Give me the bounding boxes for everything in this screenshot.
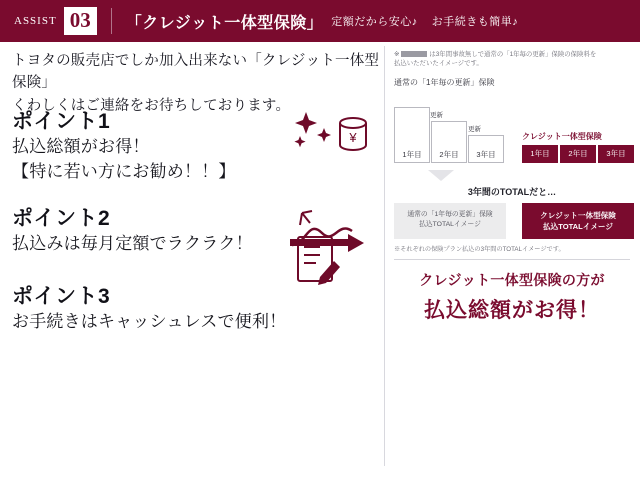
- point-title-1: ポイント1: [12, 110, 111, 133]
- total-credit-box: [522, 203, 634, 240]
- points-list: [12, 108, 384, 348]
- horizontal-divider: [394, 259, 630, 260]
- coin-sparkle-icon: [286, 106, 376, 168]
- point-item-3: [12, 283, 384, 335]
- normal-bar-1-label: 1年目: [402, 150, 422, 160]
- header-subtitle: 定額だから安心♪: [331, 16, 418, 28]
- document-pen-icon: [276, 231, 366, 293]
- normal-bar-2: [431, 121, 467, 163]
- credit-bars: [522, 145, 634, 163]
- comparison-panel: [390, 50, 634, 324]
- top-note-text-2: 払込いただいたイメージです。: [394, 60, 483, 68]
- comparison-chart: [394, 91, 634, 163]
- total-normal-box: [394, 203, 506, 240]
- credit-bar-2: 2年目: [560, 145, 596, 163]
- top-note-mark: ※: [394, 51, 400, 58]
- top-note: [394, 50, 634, 69]
- total-normal-line-1: 通常の「1年毎の更新」保険: [407, 210, 493, 218]
- point-title-3: ポイント3: [12, 284, 111, 308]
- footnote: ※それぞれの保険プラン払込の3年間のTOTALイメージです。: [394, 246, 565, 254]
- top-note-text: は3年間事故無しで通常の「1年毎の更新」保険の保険料を: [429, 51, 597, 58]
- header-divider: [111, 8, 112, 34]
- total-caption: 3年間のTOTALだと…: [467, 186, 557, 197]
- update-label-2: 更新: [468, 125, 481, 133]
- vertical-divider: [384, 46, 385, 466]
- credit-plan-group: [522, 131, 634, 163]
- normal-bar-3: [468, 135, 504, 163]
- conclusion-line-2: 払込総額がお得！: [424, 299, 600, 323]
- credit-bar-3: 3年目: [598, 145, 634, 163]
- point-body-2: 払込みは毎月定額でラクラク！: [12, 233, 253, 253]
- normal-bar-3-label: 3年目: [476, 150, 496, 160]
- total-normal-line-2: 払込TOTALイメージ: [419, 220, 481, 228]
- credit-bar-1: 1年目: [522, 145, 558, 163]
- conclusion-line-1: クレジット一体型保険の方が: [419, 272, 605, 289]
- total-credit-line-2: 払込TOTALイメージ: [543, 221, 613, 231]
- assist-number: 03: [64, 7, 97, 35]
- total-credit-line-1: クレジット一体型保険: [540, 210, 616, 220]
- header-subtitle-2: お手続きも簡単♪: [431, 16, 519, 28]
- lead-line-1: トヨタの販売店でしか加入出来ない「クレジット一体型保険」: [12, 53, 380, 92]
- point-title-2: ポイント2: [12, 206, 111, 230]
- credit-plan-title: クレジット一体型保険: [522, 132, 602, 142]
- point-body-1: 払込総額がお得！: [12, 137, 150, 157]
- legend-swatch: [401, 51, 427, 57]
- normal-bar-1: [394, 107, 430, 163]
- normal-bar-2-label: 2年目: [439, 150, 459, 160]
- lead-line-2: くわしくはご連絡をお待ちしております。: [12, 97, 291, 114]
- section-label-normal: 通常の「1年毎の更新」保険: [394, 77, 495, 87]
- update-label-1: 更新: [430, 111, 443, 119]
- point-body-3: お手続きはキャッシュレスで便利！: [12, 311, 287, 331]
- total-comparison-row: [394, 203, 634, 240]
- header-bar: [0, 0, 640, 42]
- point-body-1b: 【特に若い方にお勧め！！】: [12, 161, 236, 181]
- assist-label: ASSIST: [14, 15, 57, 27]
- svg-text:¥: ¥: [349, 130, 357, 145]
- header-title: 「クレジット一体型保険」: [125, 14, 324, 32]
- down-arrow-icon: [428, 170, 454, 181]
- point-item-1: [12, 108, 384, 185]
